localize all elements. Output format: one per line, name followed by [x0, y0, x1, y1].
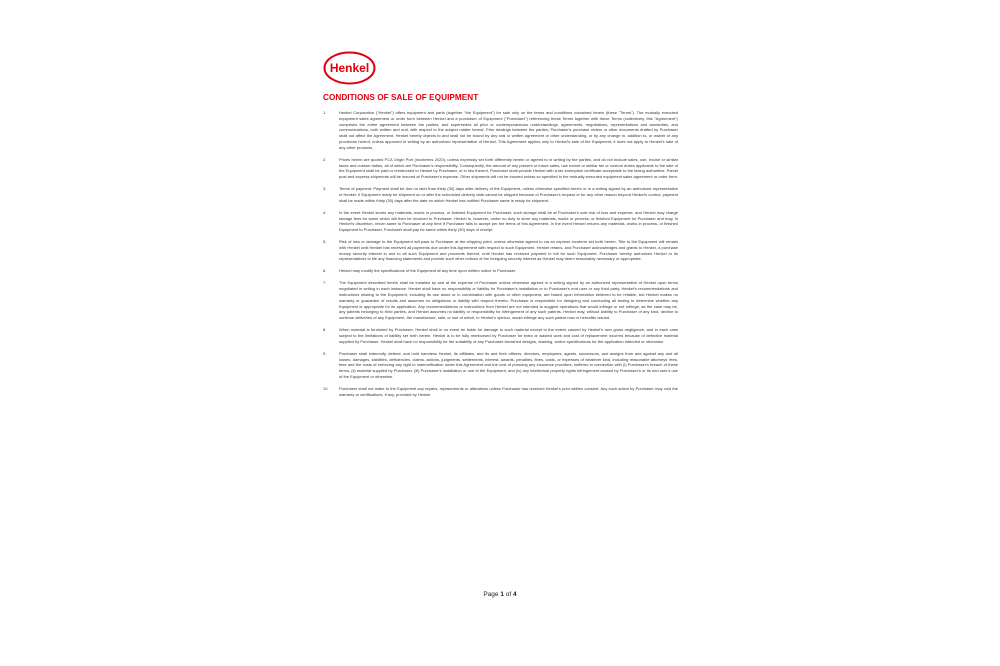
clause-item	[323, 280, 678, 321]
clause-number: 3.	[323, 186, 327, 192]
clause-item	[323, 327, 678, 344]
clause-item	[323, 268, 678, 274]
document-page	[302, 40, 698, 640]
clause-number: 4.	[323, 209, 327, 215]
clause-item	[323, 110, 678, 151]
clause-number: 1.	[323, 110, 327, 115]
page-total: 4	[513, 591, 517, 598]
clause-list	[323, 110, 678, 404]
clause-text: Prices herein are quoted FCA Origin Port (Incoterms 2020), unless expressly set forth differently herein or agreed to in writing by the parties, and do not include sales, use, excise or similar taxes and custom duties, all of which are Purchaser's responsibility. Consequently, the amount of any present or future sales, use excise or similar tax or custom duties applicable to the sale of the Equipment shall be paid or reimbursed to Henkel by Purchaser, or in lieu thereof, Purchaser shall provide Henkel with a tax-exemption certificate acceptable to the taxing authorities. Parcel post and express shipments will be insured at Purchaser's expense. Other shipments will not be insured unless so specified in the mutually-executed equipment sales agreement or order form.	[339, 156, 678, 180]
clause-text: When material is furnished by Purchaser, Henkel shall in no event be liable for damage to such material except to the extent caused by Henkel's own gross negligence, and in each case subject to the limitations of liability set forth herein. Henkel is to be fully reimbursed by Purchaser for extra or wasted work and cost of replacement incurred because of defective material supplied by Purchaser. Henkel shall have no responsibility for the suitability of any Purchaser-furnished designs, drawing, and/or specifications for the application intended or otherwise.	[339, 327, 678, 344]
page-current: 1	[500, 591, 504, 598]
clause-item	[323, 210, 678, 233]
clause-number: 2.	[323, 156, 327, 162]
clause-number: 7.	[323, 280, 327, 286]
clause-text: Risk of loss or damage to the Equipment will pass to Purchaser at the shipping point, unless otherwise agreed to via an express Incoterm set forth herein. Title to the Equipment will remain with Henkel until Henkel has received all payments due under this Agreement with respect to such Equipment. Henkel retains, and Purchaser acknowledges and grants to Henkel, a purchase money security interest in and to all such Equipment and proceeds thereof, until Henkel has received payment in full for such Equipment. Purchaser hereby authorizes Henkel or its representatives to file any financing statements and provide such other notices of the foregoing security interest as Henkel may deem reasonably necessary or appropriate.	[339, 239, 678, 262]
clause-text: Henkel Corporation ("Henkel") offers equipment and parts (together "the Equipment") for sale only on the terms and conditions contained herein (these "Terms"). The mutually executed equipment sales agreement or order form between Henkel and a purchaser of Equipment ("Purchaser") referencing these Terms together with these Terms (collectively, this "Agreement") comprises the entire agreement between the parties, and supersedes all prior or contemporaneous understandings, agreements, negotiations, representations and warranties, and communications, both written and oral, with respect to the subject matter hereof. Prior dealings between the parties, Purchaser's purchase orders or other documents drafted by Purchaser shall not affect the Agreement. Henkel hereby objects to and shall not be bound by any oral or written agreement or other understanding, or by any change in, addition to, or waiver of any provisions hereof, unless approved in writing by an authorized representative of Henkel. This Agreement applies only to Henkel's sale of the Equipment; it does not apply to Henkel's sale of any other products.	[339, 110, 678, 150]
clause-number: 10.	[323, 385, 329, 391]
clause-number: 8.	[323, 327, 327, 333]
clause-text: Purchaser shall indemnify, defend, and hold harmless Henkel, its affiliates, and its and their officers, directors, employees, agents, successors, and assigns from and against any and all losses, damages, liabilities, deficiencies, claims, actions, judgments, settlements, interest, awards, penalties, fines, costs, or expenses of whatever kind, including reasonable attorneys' fees, fees and the costs of enforcing any right to indemnification under this Agreement and the cost of pursuing any insurance providers, suffered in connection with (i) Purchaser's breach of these terms, (ii) material supplied by Purchaser, (iii) Purchaser's installation or use of the Equipment, and (iv) any intellectual property rights infringement caused by Purchaser's or its end user's use of the Equipment or otherwise.	[339, 350, 678, 379]
clause-text: Terms of payment: Payment shall be due no later than thirty (30) days after delivery of the Equipment, unless otherwise specified herein or in a writing signed by an authorized representative of Henkel. If Equipment ready for shipment on or after the scheduled delivery date cannot be shipped because of Purchaser's request or for any other reason beyond Henkel's control, payment shall be made within thirty (30) days after the date on which Henkel has notified Purchaser same is ready for shipment.	[339, 186, 678, 203]
clause-text: In the event Henkel stores any materials, works in process, or finished Equipment for Purchaser, such storage shall be at Purchaser's sole risk of loss and expense, and Henkel may charge storage fees for same which will then be invoiced to Purchaser. Henkel is, however, under no duty to store any materials, works or process, or finished Equipment for Purchaser and may, in Henkel's discretion, return same to Purchaser at any time if Purchaser fails to accept per the terms of this Agreement. In the event Henkel returns any materials, works in process, or finished Equipment to Purchaser, Purchaser shall pay for same within thirty (30) days of receipt.	[339, 209, 678, 233]
page-word: Page	[483, 591, 499, 598]
clause-text: Purchaser shall not make to the Equipment any repairs, replacements or alterations unless Purchaser has received Henkel's prior written consent. Any such action by Purchaser may void the warranty or certifications, if any, provided by Henkel.	[339, 385, 678, 397]
logo-text: Henkel	[329, 61, 370, 75]
document-title: CONDITIONS OF SALE OF EQUIPMENT	[323, 93, 479, 102]
of-word: of	[505, 591, 512, 598]
clause-item	[323, 351, 678, 380]
page-number	[302, 591, 698, 598]
clause-text: Henkel may modify the specifications of the Equipment at any time upon written notice to Purchaser.	[339, 268, 517, 274]
clause-item	[323, 386, 678, 398]
clause-text: The Equipment described herein shall be installed by and at the expense of Purchaser unless otherwise agreed in a writing signed by an authorized representative of Henkel upon terms negotiated in writing in each instance. Henkel shall have no responsibility or liability for Purchaser's installation or to Purchaser's end user or any third party. Henkel's recommendations and instructions relating to the Equipment, including its use alone or in combination with goods or other equipment, are based upon information believed to be reliable, but Henkel makes no warranty or guarantee of results and assumes no obligations or liability with respect thereto. Purchaser is responsible for designing and conducting all testing to determine whether any Equipment is appropriate for its application. Any recommendations or instructions from Henkel are not intended to suggest operations that would infringe or not infringe, as the case may be, any patents belonging to third parties, and Henkel assumes no liability or responsibility for infringement of any such patents. Henkel may, without liability to Purchaser of any kind, decline to continue deliveries of any Equipment, the manufacture, sale, or use of which, in Henkel's opinion, would infringe any such patent now or hereafter issued.	[339, 280, 678, 321]
clause-number: 5.	[323, 239, 327, 245]
clause-number: 6.	[323, 268, 327, 274]
clause-number: 9.	[323, 350, 327, 356]
henkel-logo	[323, 51, 376, 85]
clause-item	[323, 186, 678, 203]
clause-item	[323, 239, 678, 262]
clause-item	[323, 157, 678, 180]
